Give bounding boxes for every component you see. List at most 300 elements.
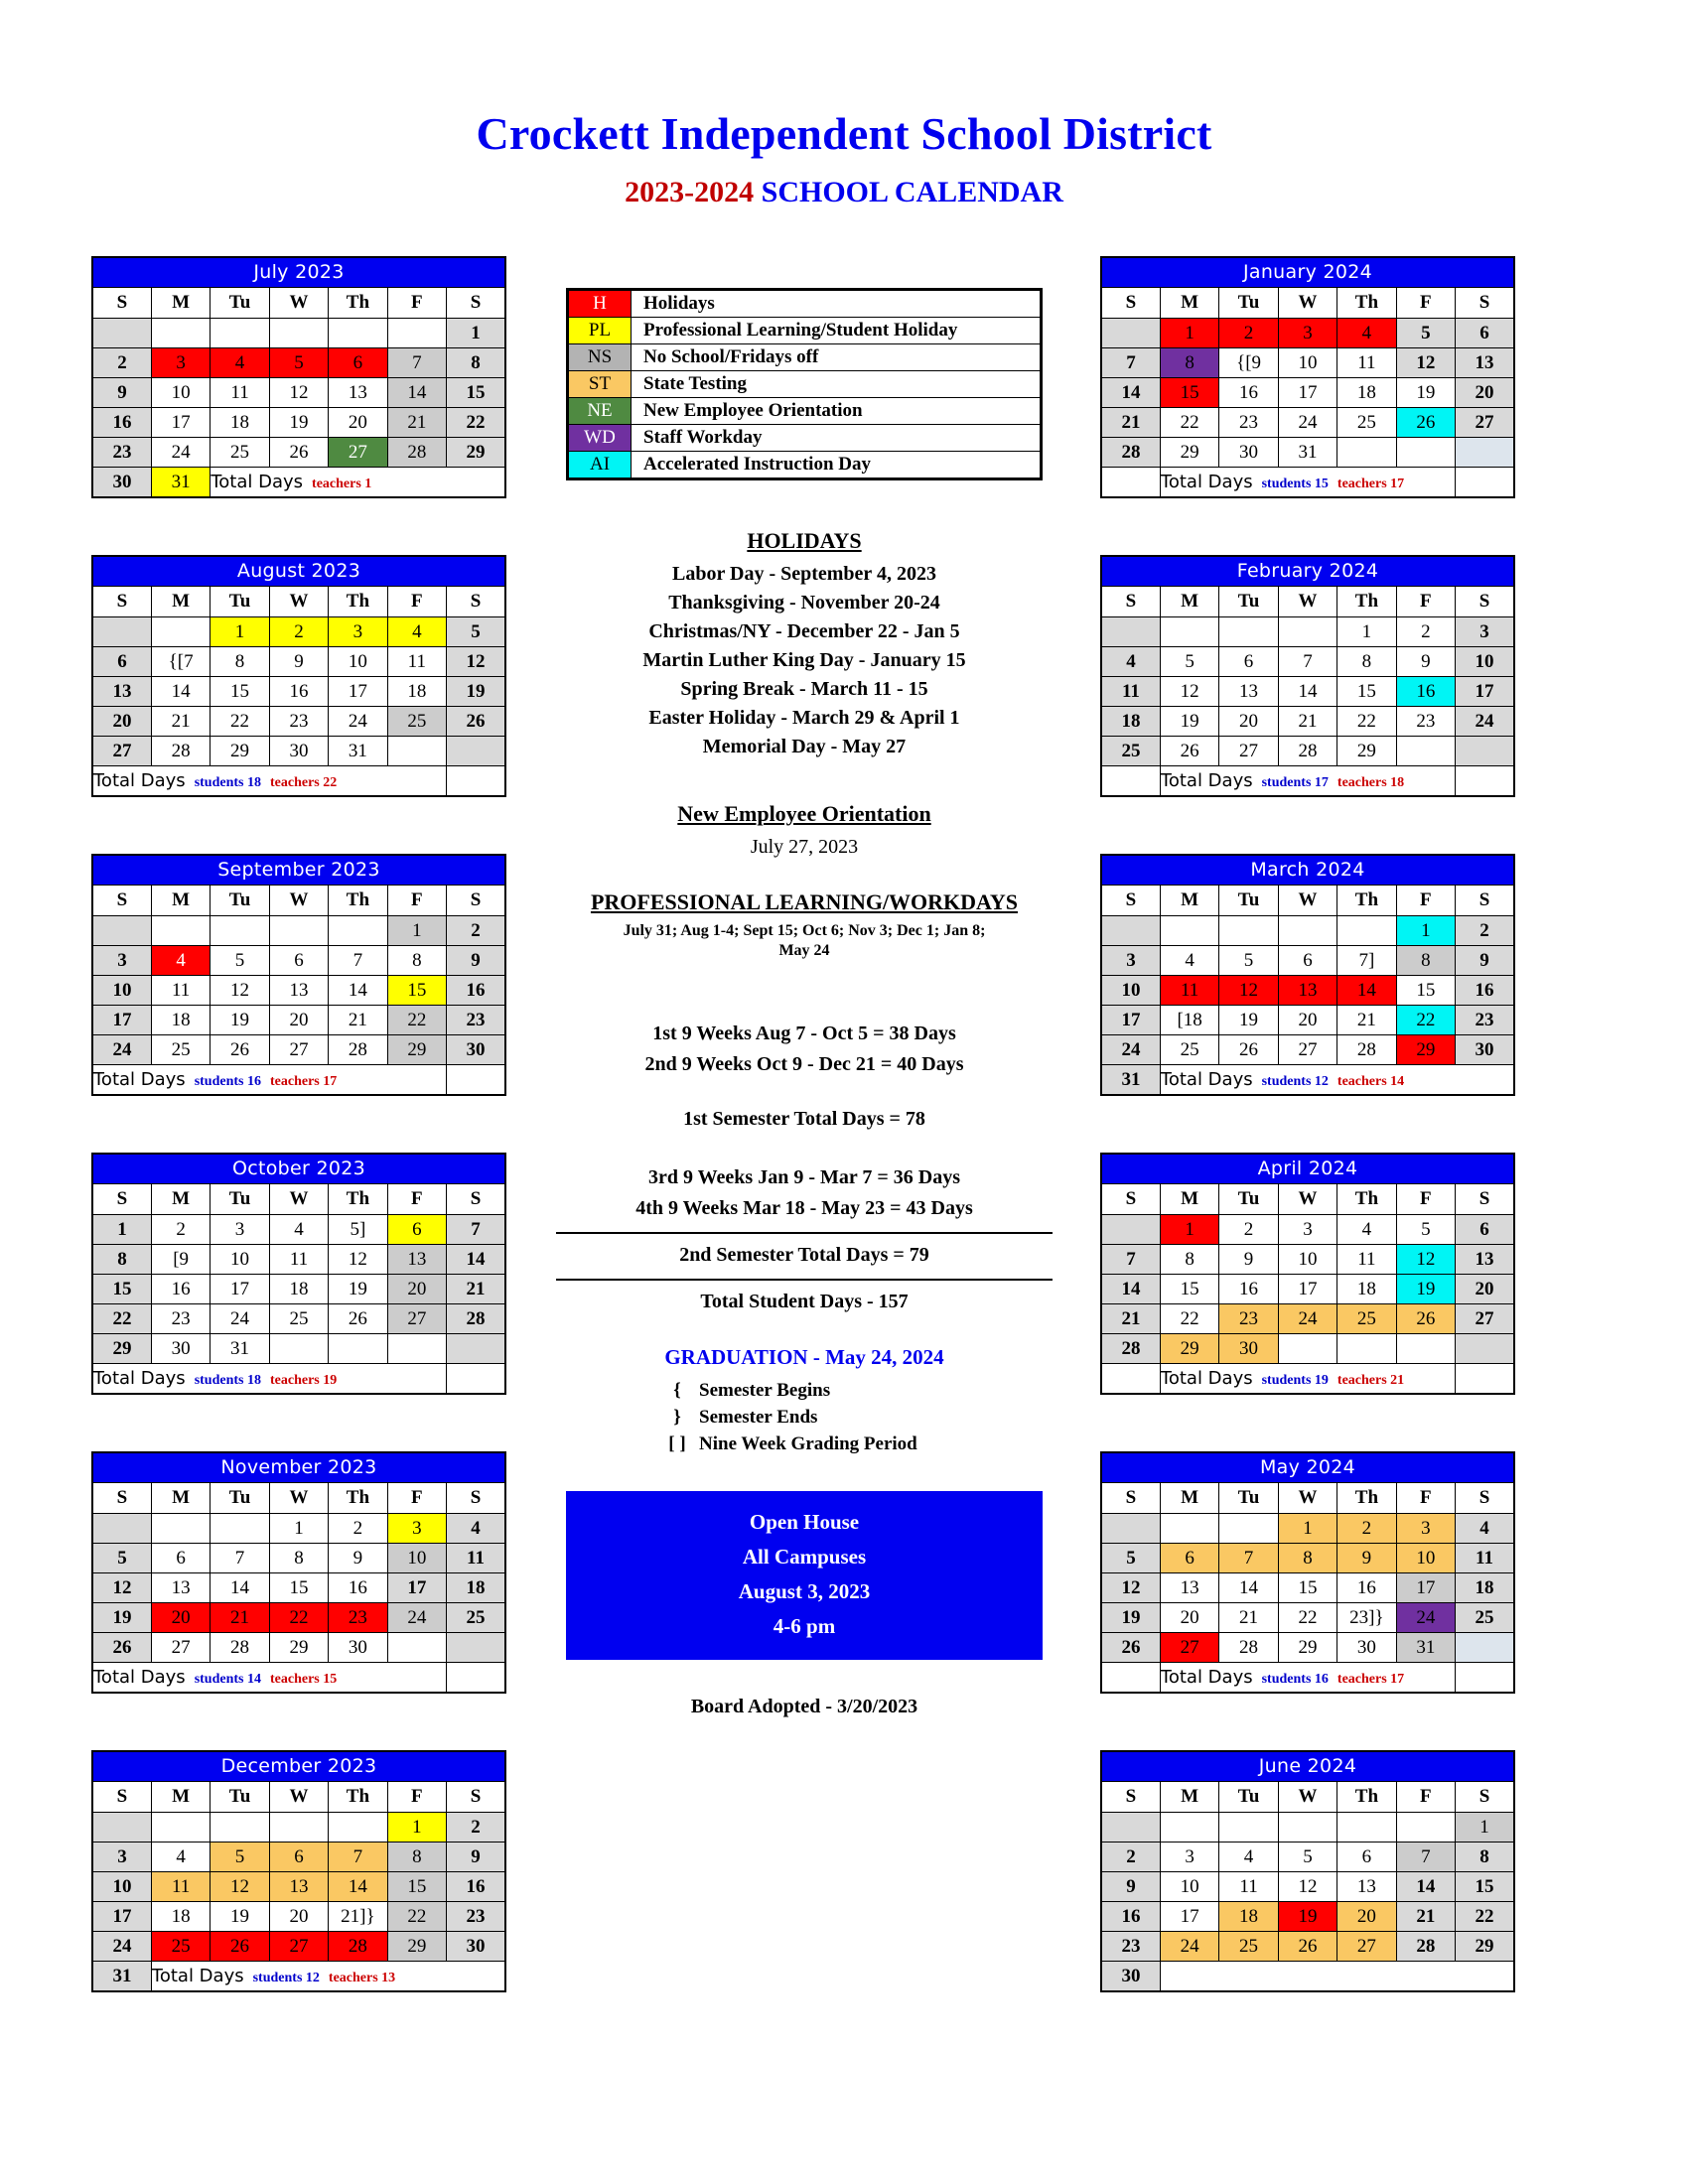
day-cell[interactable]: 26	[1160, 737, 1218, 766]
day-cell[interactable]: 12	[92, 1573, 151, 1603]
day-cell[interactable]	[447, 737, 505, 766]
day-cell[interactable]: 15	[1160, 378, 1218, 408]
day-cell[interactable]: 20	[1278, 1006, 1336, 1035]
day-cell[interactable]: 29	[1160, 438, 1218, 468]
day-cell[interactable]: 27	[1219, 737, 1278, 766]
day-cell[interactable]: 5	[269, 348, 328, 378]
day-cell[interactable]: 15	[1456, 1872, 1514, 1902]
day-cell[interactable]	[1278, 617, 1336, 647]
day-cell[interactable]	[1337, 1813, 1396, 1843]
day-cell[interactable]: 15	[1337, 677, 1396, 707]
day-cell[interactable]: 19	[447, 677, 505, 707]
day-cell[interactable]: 11	[1101, 677, 1160, 707]
day-cell[interactable]: 4	[1337, 1215, 1396, 1245]
day-cell[interactable]: 8	[1160, 348, 1218, 378]
day-cell[interactable]: 5	[1396, 1215, 1455, 1245]
day-cell[interactable]: 13	[1456, 1245, 1514, 1275]
day-cell[interactable]: 10	[1278, 348, 1336, 378]
day-cell[interactable]	[211, 1813, 269, 1843]
day-cell[interactable]: 4	[151, 1843, 210, 1872]
day-cell[interactable]: 20	[329, 408, 387, 438]
day-cell[interactable]: 2	[269, 617, 328, 647]
day-cell[interactable]: 17	[1278, 378, 1336, 408]
day-cell[interactable]: 24	[92, 1035, 151, 1065]
day-cell[interactable]: 25	[151, 1035, 210, 1065]
day-cell[interactable]: 17	[1101, 1006, 1160, 1035]
day-cell[interactable]: 15	[211, 677, 269, 707]
day-cell[interactable]: 7]	[1337, 946, 1396, 976]
day-cell[interactable]: 1	[1337, 617, 1396, 647]
day-cell[interactable]: 22	[387, 1006, 446, 1035]
day-cell[interactable]: 28	[329, 1932, 387, 1962]
day-cell[interactable]: 29	[1160, 1334, 1218, 1364]
day-cell[interactable]: 1	[387, 1813, 446, 1843]
day-cell[interactable]: 11	[1456, 1544, 1514, 1573]
day-cell[interactable]: {[9	[1219, 348, 1278, 378]
day-cell[interactable]: 21	[387, 408, 446, 438]
day-cell[interactable]: 4	[447, 1514, 505, 1544]
day-cell[interactable]: 13	[1456, 348, 1514, 378]
day-cell[interactable]: 24	[92, 1932, 151, 1962]
day-cell[interactable]: 16	[269, 677, 328, 707]
day-cell[interactable]	[269, 1813, 328, 1843]
day-cell[interactable]: 11	[1219, 1872, 1278, 1902]
day-cell[interactable]: 3	[1396, 1514, 1455, 1544]
day-cell[interactable]	[1219, 1813, 1278, 1843]
day-cell[interactable]: 4	[269, 1215, 328, 1245]
day-cell[interactable]: 7	[1101, 348, 1160, 378]
day-cell[interactable]	[1219, 617, 1278, 647]
day-cell[interactable]: 16	[1396, 677, 1455, 707]
day-cell[interactable]: 8	[1456, 1843, 1514, 1872]
day-cell[interactable]: 11	[151, 1872, 210, 1902]
day-cell[interactable]: 7	[1101, 1245, 1160, 1275]
day-cell[interactable]: 14	[329, 1872, 387, 1902]
day-cell[interactable]: 16	[1219, 378, 1278, 408]
day-cell[interactable]: 6	[151, 1544, 210, 1573]
day-cell[interactable]: 19	[92, 1603, 151, 1633]
day-cell[interactable]: 8	[1396, 946, 1455, 976]
day-cell[interactable]	[447, 1633, 505, 1663]
day-cell[interactable]: 19	[1278, 1902, 1336, 1932]
day-cell[interactable]: 5	[1278, 1843, 1336, 1872]
day-cell[interactable]: 30	[269, 737, 328, 766]
day-cell[interactable]: 11	[269, 1245, 328, 1275]
day-cell[interactable]: 13	[329, 378, 387, 408]
day-cell[interactable]	[387, 1633, 446, 1663]
day-cell[interactable]: 28	[1396, 1932, 1455, 1962]
day-cell[interactable]: 4	[1160, 946, 1218, 976]
day-cell[interactable]: 13	[151, 1573, 210, 1603]
day-cell[interactable]: 4	[1101, 647, 1160, 677]
day-cell[interactable]: 2	[92, 348, 151, 378]
day-cell[interactable]: 13	[1160, 1573, 1218, 1603]
day-cell[interactable]: 2	[329, 1514, 387, 1544]
day-cell[interactable]: 8	[387, 1843, 446, 1872]
day-cell[interactable]: 20	[151, 1603, 210, 1633]
day-cell[interactable]: 14	[329, 976, 387, 1006]
day-cell[interactable]: 2	[1219, 319, 1278, 348]
day-cell[interactable]: 15	[1278, 1573, 1336, 1603]
day-cell[interactable]	[1396, 438, 1455, 468]
day-cell[interactable]: 23	[1219, 408, 1278, 438]
day-cell[interactable]: 6	[269, 946, 328, 976]
day-cell[interactable]: 14	[387, 378, 446, 408]
day-cell[interactable]: 28	[329, 1035, 387, 1065]
day-cell[interactable]: 22	[269, 1603, 328, 1633]
day-cell[interactable]: 24	[151, 438, 210, 468]
day-cell[interactable]: 9	[1219, 1245, 1278, 1275]
day-cell[interactable]: 17	[1160, 1902, 1218, 1932]
day-cell[interactable]: 6	[387, 1215, 446, 1245]
day-cell[interactable]: 12	[1396, 348, 1455, 378]
day-cell[interactable]: 1	[447, 319, 505, 348]
day-cell[interactable]: 16	[151, 1275, 210, 1304]
day-cell[interactable]: 22	[92, 1304, 151, 1334]
day-cell[interactable]: 17	[211, 1275, 269, 1304]
day-cell[interactable]: 20	[92, 707, 151, 737]
day-cell[interactable]: 14	[1337, 976, 1396, 1006]
day-cell[interactable]: 1	[387, 916, 446, 946]
day-cell[interactable]	[92, 319, 151, 348]
day-cell[interactable]: 11	[211, 378, 269, 408]
day-cell[interactable]: 31	[92, 1962, 151, 1992]
day-cell[interactable]: 16	[447, 976, 505, 1006]
day-cell[interactable]: 22	[1160, 408, 1218, 438]
day-cell[interactable]: 8	[447, 348, 505, 378]
day-cell[interactable]: 18	[211, 408, 269, 438]
day-cell[interactable]: 11	[387, 647, 446, 677]
day-cell[interactable]: 12	[269, 378, 328, 408]
day-cell[interactable]: 2	[1337, 1514, 1396, 1544]
day-cell[interactable]: 19	[1219, 1006, 1278, 1035]
day-cell[interactable]: 29	[1337, 737, 1396, 766]
day-cell[interactable]: 12	[211, 976, 269, 1006]
day-cell[interactable]: 11	[1160, 976, 1218, 1006]
day-cell[interactable]: 26	[211, 1932, 269, 1962]
day-cell[interactable]: 30	[151, 1334, 210, 1364]
day-cell[interactable]: 19	[211, 1006, 269, 1035]
day-cell[interactable]: 13	[1219, 677, 1278, 707]
day-cell[interactable]: 24	[1278, 408, 1336, 438]
day-cell[interactable]: 30	[1456, 1035, 1514, 1065]
day-cell[interactable]	[1278, 1334, 1336, 1364]
day-cell[interactable]: 13	[1278, 976, 1336, 1006]
day-cell[interactable]: 5	[1219, 946, 1278, 976]
day-cell[interactable]: 25	[1219, 1932, 1278, 1962]
day-cell[interactable]: 28	[1219, 1633, 1278, 1663]
day-cell[interactable]	[151, 1514, 210, 1544]
day-cell[interactable]: 29	[1278, 1633, 1336, 1663]
day-cell[interactable]	[387, 737, 446, 766]
day-cell[interactable]: 11	[447, 1544, 505, 1573]
day-cell[interactable]: 29	[269, 1633, 328, 1663]
day-cell[interactable]: 26	[447, 707, 505, 737]
day-cell[interactable]: 17	[1278, 1275, 1336, 1304]
day-cell[interactable]: 17	[1396, 1573, 1455, 1603]
day-cell[interactable]: 29	[387, 1035, 446, 1065]
day-cell[interactable]: 30	[1219, 1334, 1278, 1364]
day-cell[interactable]: 24	[387, 1603, 446, 1633]
day-cell[interactable]: 25	[1160, 1035, 1218, 1065]
day-cell[interactable]: 7	[1219, 1544, 1278, 1573]
day-cell[interactable]: 1	[269, 1514, 328, 1544]
day-cell[interactable]: 20	[387, 1275, 446, 1304]
day-cell[interactable]: 5	[211, 1843, 269, 1872]
day-cell[interactable]: 27	[387, 1304, 446, 1334]
day-cell[interactable]	[92, 916, 151, 946]
day-cell[interactable]: 30	[1337, 1633, 1396, 1663]
day-cell[interactable]: 14	[151, 677, 210, 707]
day-cell[interactable]: 31	[1396, 1633, 1455, 1663]
day-cell[interactable]: 10	[1101, 976, 1160, 1006]
day-cell[interactable]: 14	[1219, 1573, 1278, 1603]
day-cell[interactable]: 10	[1396, 1544, 1455, 1573]
day-cell[interactable]: 13	[1337, 1872, 1396, 1902]
day-cell[interactable]: 31	[329, 737, 387, 766]
day-cell[interactable]: 31	[1278, 438, 1336, 468]
day-cell[interactable]: 2	[151, 1215, 210, 1245]
day-cell[interactable]: 26	[269, 438, 328, 468]
day-cell[interactable]: 16	[1456, 976, 1514, 1006]
day-cell[interactable]: 18	[1337, 378, 1396, 408]
day-cell[interactable]: 27	[1456, 1304, 1514, 1334]
day-cell[interactable]: 28	[447, 1304, 505, 1334]
day-cell[interactable]	[92, 617, 151, 647]
day-cell[interactable]: 27	[329, 438, 387, 468]
day-cell[interactable]: 23	[1219, 1304, 1278, 1334]
day-cell[interactable]: 10	[151, 378, 210, 408]
day-cell[interactable]	[1456, 1633, 1514, 1663]
day-cell[interactable]: 5	[92, 1544, 151, 1573]
day-cell[interactable]: 22	[211, 707, 269, 737]
day-cell[interactable]: 9	[1101, 1872, 1160, 1902]
day-cell[interactable]: 16	[1219, 1275, 1278, 1304]
day-cell[interactable]: 16	[447, 1872, 505, 1902]
day-cell[interactable]	[1101, 916, 1160, 946]
day-cell[interactable]	[1219, 1514, 1278, 1544]
day-cell[interactable]: 20	[1160, 1603, 1218, 1633]
day-cell[interactable]: 27	[1456, 408, 1514, 438]
day-cell[interactable]: 12	[1219, 976, 1278, 1006]
day-cell[interactable]: 22	[1396, 1006, 1455, 1035]
day-cell[interactable]: 23	[1456, 1006, 1514, 1035]
day-cell[interactable]: 4	[387, 617, 446, 647]
day-cell[interactable]: 14	[447, 1245, 505, 1275]
day-cell[interactable]: 18	[1101, 707, 1160, 737]
day-cell[interactable]: 28	[387, 438, 446, 468]
day-cell[interactable]: 8	[1278, 1544, 1336, 1573]
day-cell[interactable]: 29	[1396, 1035, 1455, 1065]
day-cell[interactable]: 12	[1396, 1245, 1455, 1275]
day-cell[interactable]: 30	[92, 468, 151, 498]
day-cell[interactable]: 8	[269, 1544, 328, 1573]
day-cell[interactable]: 3	[1101, 946, 1160, 976]
day-cell[interactable]: 15	[269, 1573, 328, 1603]
day-cell[interactable]: {[7	[151, 647, 210, 677]
day-cell[interactable]: 21]}	[329, 1902, 387, 1932]
day-cell[interactable]: 8	[92, 1245, 151, 1275]
day-cell[interactable]: 31	[151, 468, 210, 498]
day-cell[interactable]: 25	[1337, 408, 1396, 438]
day-cell[interactable]: 29	[92, 1334, 151, 1364]
day-cell[interactable]: 1	[1160, 319, 1218, 348]
day-cell[interactable]	[1160, 1514, 1218, 1544]
day-cell[interactable]: 24	[1160, 1932, 1218, 1962]
day-cell[interactable]: 30	[329, 1633, 387, 1663]
day-cell[interactable]: 2	[1456, 916, 1514, 946]
day-cell[interactable]: 9	[329, 1544, 387, 1573]
day-cell[interactable]: 30	[1101, 1962, 1160, 1992]
day-cell[interactable]: 26	[211, 1035, 269, 1065]
day-cell[interactable]: 10	[387, 1544, 446, 1573]
day-cell[interactable]: 9	[447, 1843, 505, 1872]
day-cell[interactable]	[1219, 916, 1278, 946]
day-cell[interactable]: 11	[1337, 1245, 1396, 1275]
day-cell[interactable]: 26	[1219, 1035, 1278, 1065]
day-cell[interactable]: 28	[1337, 1035, 1396, 1065]
day-cell[interactable]: 3	[1160, 1843, 1218, 1872]
day-cell[interactable]	[151, 1813, 210, 1843]
day-cell[interactable]: 3	[1278, 1215, 1336, 1245]
day-cell[interactable]: 25	[269, 1304, 328, 1334]
day-cell[interactable]: 5	[211, 946, 269, 976]
day-cell[interactable]	[1456, 737, 1514, 766]
day-cell[interactable]	[269, 916, 328, 946]
day-cell[interactable]: 3	[211, 1215, 269, 1245]
day-cell[interactable]: 12	[329, 1245, 387, 1275]
day-cell[interactable]: [18	[1160, 1006, 1218, 1035]
day-cell[interactable]: 1	[211, 617, 269, 647]
day-cell[interactable]: 2	[447, 916, 505, 946]
day-cell[interactable]: 3	[1456, 617, 1514, 647]
day-cell[interactable]: 31	[211, 1334, 269, 1364]
day-cell[interactable]: 23	[329, 1603, 387, 1633]
day-cell[interactable]: 19	[329, 1275, 387, 1304]
day-cell[interactable]	[1456, 438, 1514, 468]
day-cell[interactable]: 8	[1160, 1245, 1218, 1275]
day-cell[interactable]: 22	[387, 1902, 446, 1932]
day-cell[interactable]: 5]	[329, 1215, 387, 1245]
day-cell[interactable]: 4	[1219, 1843, 1278, 1872]
day-cell[interactable]: 21	[151, 707, 210, 737]
day-cell[interactable]: 24	[329, 707, 387, 737]
day-cell[interactable]	[1160, 916, 1218, 946]
day-cell[interactable]: 10	[329, 647, 387, 677]
day-cell[interactable]: 16	[329, 1573, 387, 1603]
day-cell[interactable]: 18	[1337, 1275, 1396, 1304]
day-cell[interactable]: 21	[1396, 1902, 1455, 1932]
day-cell[interactable]: 17	[329, 677, 387, 707]
day-cell[interactable]: 19	[211, 1902, 269, 1932]
day-cell[interactable]: 26	[1396, 1304, 1455, 1334]
day-cell[interactable]	[1101, 617, 1160, 647]
day-cell[interactable]: 31	[1101, 1065, 1160, 1096]
day-cell[interactable]: 13	[269, 976, 328, 1006]
day-cell[interactable]: 26	[92, 1633, 151, 1663]
day-cell[interactable]: 19	[1160, 707, 1218, 737]
day-cell[interactable]: 20	[1337, 1902, 1396, 1932]
day-cell[interactable]: 29	[387, 1932, 446, 1962]
day-cell[interactable]	[1337, 916, 1396, 946]
day-cell[interactable]: 17	[1456, 677, 1514, 707]
day-cell[interactable]	[151, 617, 210, 647]
day-cell[interactable]: 27	[269, 1035, 328, 1065]
day-cell[interactable]: 17	[92, 1006, 151, 1035]
day-cell[interactable]: 17	[151, 408, 210, 438]
day-cell[interactable]: 14	[211, 1573, 269, 1603]
day-cell[interactable]: 23	[269, 707, 328, 737]
day-cell[interactable]: 2	[447, 1813, 505, 1843]
day-cell[interactable]	[329, 319, 387, 348]
day-cell[interactable]: 3	[151, 348, 210, 378]
day-cell[interactable]: 19	[1101, 1603, 1160, 1633]
day-cell[interactable]: 26	[329, 1304, 387, 1334]
day-cell[interactable]: 4	[211, 348, 269, 378]
day-cell[interactable]: 5	[1160, 647, 1218, 677]
day-cell[interactable]: 14	[1101, 378, 1160, 408]
day-cell[interactable]: 25	[1456, 1603, 1514, 1633]
day-cell[interactable]: 15	[387, 976, 446, 1006]
day-cell[interactable]: 4	[1456, 1514, 1514, 1544]
day-cell[interactable]: 10	[1456, 647, 1514, 677]
day-cell[interactable]	[151, 916, 210, 946]
day-cell[interactable]: 1	[1396, 916, 1455, 946]
day-cell[interactable]: 13	[269, 1872, 328, 1902]
day-cell[interactable]: 14	[1396, 1872, 1455, 1902]
day-cell[interactable]: 9	[1396, 647, 1455, 677]
day-cell[interactable]: 21	[329, 1006, 387, 1035]
day-cell[interactable]: 10	[92, 1872, 151, 1902]
day-cell[interactable]: 15	[387, 1872, 446, 1902]
day-cell[interactable]: 6	[1456, 1215, 1514, 1245]
day-cell[interactable]: 23	[447, 1902, 505, 1932]
day-cell[interactable]	[1160, 617, 1218, 647]
day-cell[interactable]: 3	[1278, 319, 1336, 348]
day-cell[interactable]: 23	[1396, 707, 1455, 737]
day-cell[interactable]: 8	[211, 647, 269, 677]
day-cell[interactable]: 30	[447, 1035, 505, 1065]
day-cell[interactable]	[329, 916, 387, 946]
day-cell[interactable]: 14	[1101, 1275, 1160, 1304]
day-cell[interactable]	[1396, 737, 1455, 766]
day-cell[interactable]: 24	[1456, 707, 1514, 737]
day-cell[interactable]: 9	[447, 946, 505, 976]
day-cell[interactable]: 12	[1101, 1573, 1160, 1603]
day-cell[interactable]: 3	[329, 617, 387, 647]
day-cell[interactable]: 18	[1456, 1573, 1514, 1603]
day-cell[interactable]: 1	[1456, 1813, 1514, 1843]
day-cell[interactable]: 10	[211, 1245, 269, 1275]
day-cell[interactable]	[151, 319, 210, 348]
day-cell[interactable]: 24	[1278, 1304, 1336, 1334]
day-cell[interactable]: 30	[1219, 438, 1278, 468]
day-cell[interactable]: 18	[151, 1902, 210, 1932]
day-cell[interactable]: 27	[1160, 1633, 1218, 1663]
day-cell[interactable]	[92, 1514, 151, 1544]
day-cell[interactable]: 16	[92, 408, 151, 438]
day-cell[interactable]: 3	[92, 1843, 151, 1872]
day-cell[interactable]: 21	[447, 1275, 505, 1304]
day-cell[interactable]: 23	[1101, 1932, 1160, 1962]
day-cell[interactable]: 1	[1278, 1514, 1336, 1544]
day-cell[interactable]: 3	[92, 946, 151, 976]
day-cell[interactable]: 26	[1101, 1633, 1160, 1663]
day-cell[interactable]: 22	[447, 408, 505, 438]
day-cell[interactable]	[1101, 1215, 1160, 1245]
day-cell[interactable]: 6	[329, 348, 387, 378]
day-cell[interactable]: 1	[1160, 1215, 1218, 1245]
